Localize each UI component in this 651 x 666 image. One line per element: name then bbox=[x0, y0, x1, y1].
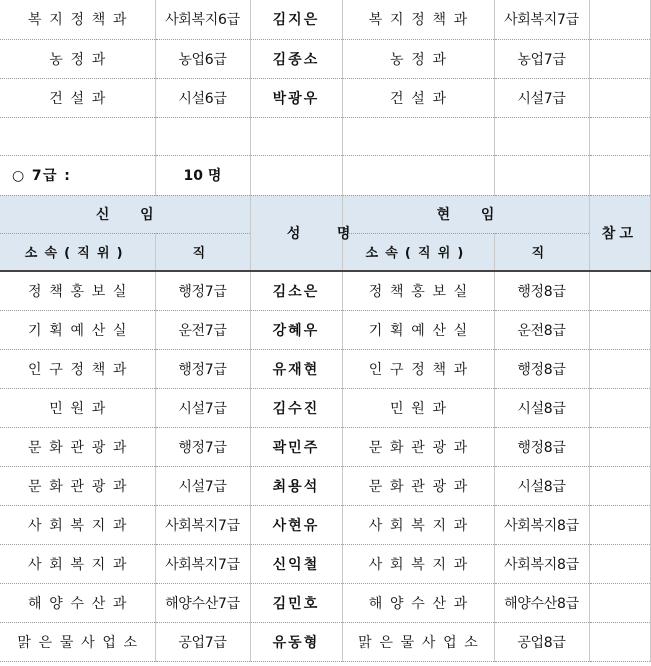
note-cell bbox=[589, 622, 650, 661]
section-label: ○ 7급 : bbox=[0, 155, 155, 195]
note-cell bbox=[589, 310, 650, 349]
blank-cell bbox=[494, 117, 589, 155]
current-dept-cell: 해양수산과 bbox=[342, 583, 494, 622]
current-dept-cell: 문화관광과 bbox=[342, 427, 494, 466]
name-cell: 박광우 bbox=[250, 78, 342, 117]
new-rank-cell: 행정7급 bbox=[155, 271, 250, 310]
new-dept-cell: 문화관광과 bbox=[0, 427, 155, 466]
new-rank-cell: 운전7급 bbox=[155, 310, 250, 349]
new-rank-cell: 시설6급 bbox=[155, 78, 250, 117]
top-rows bbox=[0, 0, 650, 195]
new-dept-cell: 건설과 bbox=[0, 78, 155, 117]
new-rank-cell: 사회복지7급 bbox=[155, 544, 250, 583]
current-rank-cell: 운전8급 bbox=[494, 310, 589, 349]
current-rank-cell: 행정8급 bbox=[494, 427, 589, 466]
new-rank-cell: 시설7급 bbox=[155, 466, 250, 505]
table-row bbox=[0, 0, 650, 39]
note-header: 참고 bbox=[589, 195, 650, 271]
new-rank-cell: 농업6급 bbox=[155, 39, 250, 78]
table-row bbox=[0, 271, 650, 310]
current-rank-cell: 시설7급 bbox=[494, 78, 589, 117]
current-dept-cell: 민원과 bbox=[342, 388, 494, 427]
new-rank-cell: 사회복지7급 bbox=[155, 505, 250, 544]
current-dept-cell: 맑은물사업소 bbox=[342, 622, 494, 661]
note-cell bbox=[589, 427, 650, 466]
blank-cell bbox=[589, 117, 650, 155]
new-dept-cell: 사회복지과 bbox=[0, 505, 155, 544]
table-row bbox=[0, 39, 650, 78]
new-dept-cell: 사회복지과 bbox=[0, 544, 155, 583]
table-row bbox=[0, 622, 650, 661]
table-row bbox=[0, 466, 650, 505]
table-row bbox=[0, 349, 650, 388]
note-cell bbox=[589, 544, 650, 583]
note-cell bbox=[589, 39, 650, 78]
blank-cell bbox=[250, 155, 342, 195]
current-affiliation-header: 소속(직위) bbox=[342, 233, 494, 271]
note-cell bbox=[589, 271, 650, 310]
name-cell: 신익철 bbox=[250, 544, 342, 583]
new-dept-cell: 민원과 bbox=[0, 388, 155, 427]
name-cell: 김지은 bbox=[250, 0, 342, 39]
table-row bbox=[0, 78, 650, 117]
current-rank-header: 직 bbox=[494, 233, 589, 271]
note-cell bbox=[589, 0, 650, 39]
header-row-group bbox=[0, 195, 650, 233]
note-cell bbox=[589, 505, 650, 544]
new-dept-cell: 문화관광과 bbox=[0, 466, 155, 505]
name-cell: 김종소 bbox=[250, 39, 342, 78]
name-cell: 김수진 bbox=[250, 388, 342, 427]
new-rank-cell: 시설7급 bbox=[155, 388, 250, 427]
blank-cell bbox=[494, 155, 589, 195]
name-cell: 김소은 bbox=[250, 271, 342, 310]
name-cell: 강혜우 bbox=[250, 310, 342, 349]
blank-cell bbox=[250, 117, 342, 155]
table-row bbox=[0, 544, 650, 583]
note-cell bbox=[589, 466, 650, 505]
current-rank-cell: 사회복지7급 bbox=[494, 0, 589, 39]
table-row bbox=[0, 583, 650, 622]
current-dept-cell: 문화관광과 bbox=[342, 466, 494, 505]
new-dept-cell: 기획예산실 bbox=[0, 310, 155, 349]
new-rank-cell: 사회복지6급 bbox=[155, 0, 250, 39]
current-rank-cell: 시설8급 bbox=[494, 466, 589, 505]
current-rank-cell: 시설8급 bbox=[494, 388, 589, 427]
note-cell bbox=[589, 78, 650, 117]
current-dept-cell: 건설과 bbox=[342, 78, 494, 117]
name-cell: 유동형 bbox=[250, 622, 342, 661]
current-dept-cell: 기획예산실 bbox=[342, 310, 494, 349]
current-dept-cell: 복지정책과 bbox=[342, 0, 494, 39]
blank-row bbox=[0, 117, 650, 155]
note-cell bbox=[589, 583, 650, 622]
new-affiliation-header: 소속(직위) bbox=[0, 233, 155, 271]
table-row bbox=[0, 505, 650, 544]
table-body bbox=[0, 271, 650, 661]
current-dept-cell: 인구정책과 bbox=[342, 349, 494, 388]
blank-cell bbox=[342, 117, 494, 155]
name-header: 성명 bbox=[250, 195, 342, 271]
current-rank-cell: 농업7급 bbox=[494, 39, 589, 78]
new-dept-cell: 복지정책과 bbox=[0, 0, 155, 39]
current-dept-cell: 사회복지과 bbox=[342, 544, 494, 583]
blank-cell bbox=[155, 117, 250, 155]
name-cell: 김민호 bbox=[250, 583, 342, 622]
table-row bbox=[0, 388, 650, 427]
table-header bbox=[0, 195, 650, 271]
name-cell: 사현유 bbox=[250, 505, 342, 544]
new-dept-cell: 농정과 bbox=[0, 39, 155, 78]
current-dept-cell: 정책홍보실 bbox=[342, 271, 494, 310]
current-rank-cell: 사회복지8급 bbox=[494, 544, 589, 583]
note-cell bbox=[589, 349, 650, 388]
current-rank-cell: 해양수산8급 bbox=[494, 583, 589, 622]
name-cell: 유재현 bbox=[250, 349, 342, 388]
name-cell: 곽민주 bbox=[250, 427, 342, 466]
new-dept-cell: 맑은물사업소 bbox=[0, 622, 155, 661]
new-group-header: 신임 bbox=[0, 195, 250, 233]
name-cell: 최용석 bbox=[250, 466, 342, 505]
table-row bbox=[0, 427, 650, 466]
blank-cell bbox=[589, 155, 650, 195]
table-row bbox=[0, 310, 650, 349]
new-rank-cell: 행정7급 bbox=[155, 349, 250, 388]
section-count-row bbox=[0, 155, 650, 195]
note-cell bbox=[589, 388, 650, 427]
new-rank-cell: 해양수산7급 bbox=[155, 583, 250, 622]
new-rank-cell: 공업7급 bbox=[155, 622, 250, 661]
current-dept-cell: 농정과 bbox=[342, 39, 494, 78]
section-count: 10 명 bbox=[155, 155, 250, 195]
current-dept-cell: 사회복지과 bbox=[342, 505, 494, 544]
current-group-header: 현임 bbox=[342, 195, 589, 233]
new-rank-header: 직 bbox=[155, 233, 250, 271]
current-rank-cell: 사회복지8급 bbox=[494, 505, 589, 544]
new-dept-cell: 정책홍보실 bbox=[0, 271, 155, 310]
new-dept-cell: 해양수산과 bbox=[0, 583, 155, 622]
new-dept-cell: 인구정책과 bbox=[0, 349, 155, 388]
current-rank-cell: 행정8급 bbox=[494, 349, 589, 388]
blank-cell bbox=[342, 155, 494, 195]
new-rank-cell: 행정7급 bbox=[155, 427, 250, 466]
blank-cell bbox=[0, 117, 155, 155]
current-rank-cell: 행정8급 bbox=[494, 271, 589, 310]
current-rank-cell: 공업8급 bbox=[494, 622, 589, 661]
